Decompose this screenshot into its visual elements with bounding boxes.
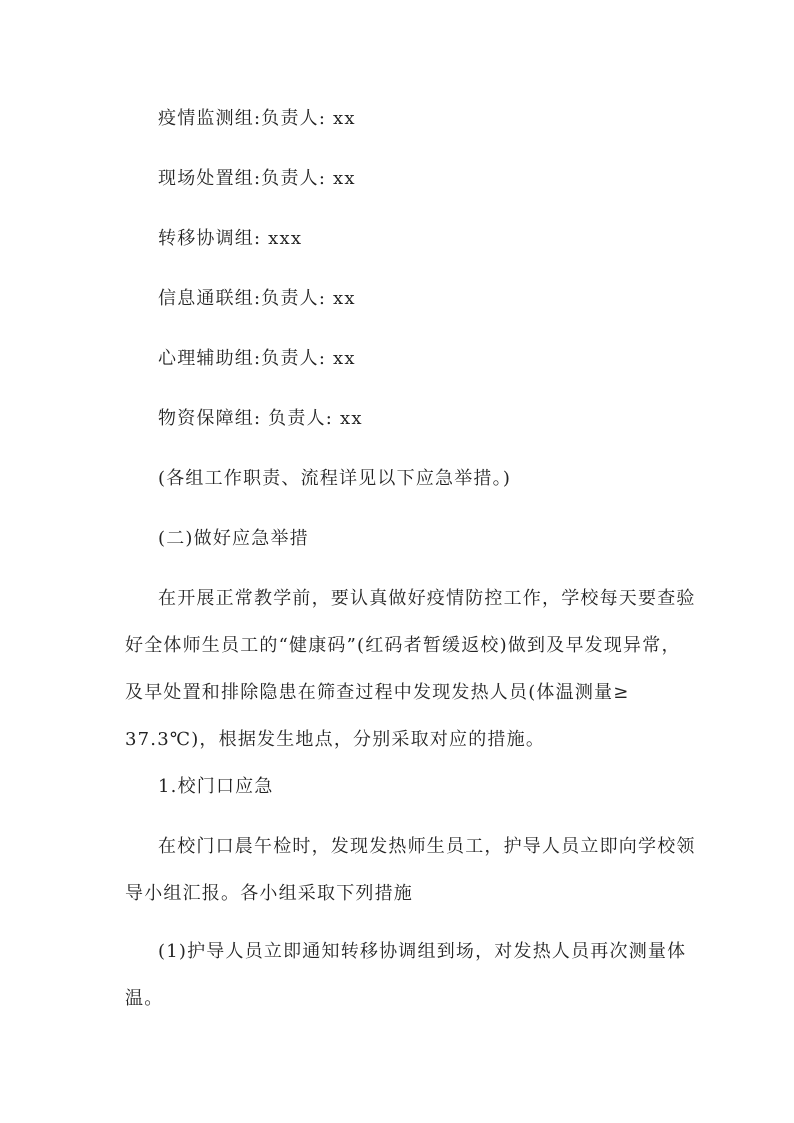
information-liaison-group-line: 信息通联组:负责人: xx [158,288,356,309]
psychological-support-group-line: 心理辅助组:负责人: xx [158,348,356,369]
paragraph-line: 及早处置和排除隐患在筛查过程中发现发热人员(体温测量≥ [125,682,630,703]
paragraph-line: 在开展正常教学前，要认真做好疫情防控工作，学校每天要查验 [158,588,696,609]
onsite-handling-group-line: 现场处置组:负责人: xx [158,168,356,189]
supplies-guarantee-group-line: 物资保障组: 负责人: xx [158,408,363,429]
paragraph-line: 37.3℃)，根据发生地点，分别采取对应的措施。 [125,729,546,750]
subsection-heading-school-gate: 1.校门口应急 [158,776,274,797]
paragraph-line: 导小组汇报。各小组采取下列措施 [125,883,413,904]
paragraph-line: 好全体师生员工的“健康码”(红码者暂缓返校)做到及早发现异常， [125,635,681,656]
monitoring-group-line: 疫情监测组:负责人: xx [158,108,356,129]
group-duties-note: (各组工作职责、流程详见以下应急举措。) [158,468,512,489]
section-heading-emergency-measures: (二)做好应急举措 [158,528,309,549]
paragraph-line: 温。 [125,988,164,1009]
paragraph-line: 在校门口晨午检时，发现发热师生员工，护导人员立即向学校领 [158,836,696,857]
transfer-coordination-group-line: 转移协调组: xxx [158,228,303,249]
paragraph-line: (1)护导人员立即通知转移协调组到场，对发热人员再次测量体 [158,941,687,962]
